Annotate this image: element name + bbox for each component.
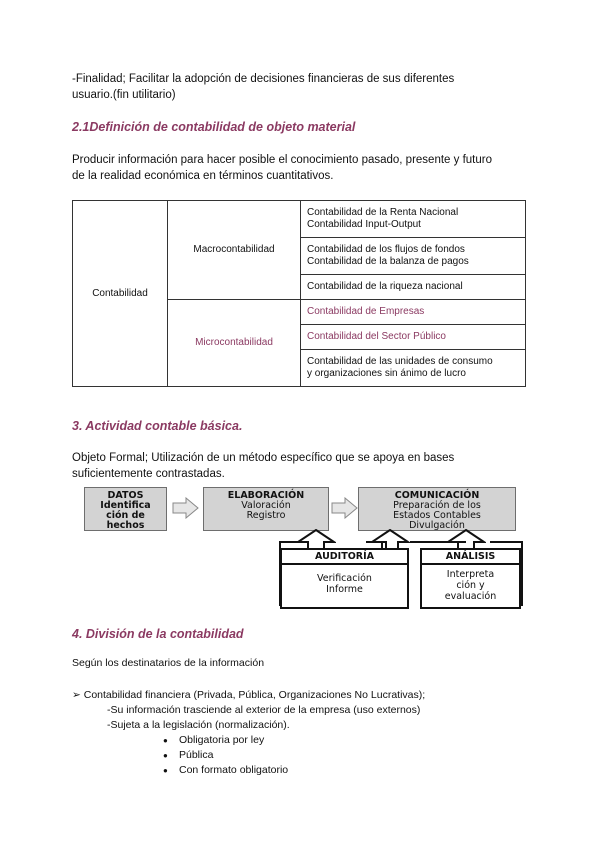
comunicacion-line-2: Estados Contables	[393, 510, 481, 521]
auditoria-line-1: Verificación	[317, 573, 372, 584]
section-3-line-1: Objeto Formal; Utilización de un método específico que se apoya en bases	[72, 452, 455, 464]
analisis-line-2: ción y	[456, 580, 485, 591]
list-item	[72, 688, 425, 703]
table-row	[301, 275, 526, 300]
macro-item-0-a: Contabilidad de la Renta Nacional	[307, 207, 459, 218]
arrow-bullet-icon: ➢	[72, 689, 81, 701]
section-2-1-line-2: de la realidad económica en términos cuantitativos.	[72, 170, 334, 182]
table-row	[301, 201, 526, 238]
bullet-item-formato: ● Con formato obligatorio	[163, 763, 288, 778]
elaboracion-line-1: Valoración	[241, 500, 291, 511]
datos-line-3: hechos	[106, 520, 145, 531]
table-row	[301, 350, 526, 387]
auditoria-line-2: Informe	[326, 584, 363, 595]
comunicacion-line-1: Preparación de los	[393, 500, 481, 511]
elaboracion-title: ELABORACIÓN	[227, 490, 305, 501]
comunicacion-title: COMUNICACIÓN	[394, 490, 480, 501]
auditoria-box	[280, 548, 409, 609]
bullet-list	[163, 733, 288, 778]
section-2-1-line-1: Producir información para hacer posible el conocimiento pasado, presente y futuro	[72, 154, 492, 166]
macro-item-1-b: Contabilidad de la balanza de pagos	[307, 256, 469, 267]
section-3-heading: 3. Actividad contable básica.	[72, 419, 243, 433]
sub-item-1: -Su información trasciende al exterior de la empresa (uso externos)	[107, 704, 421, 716]
section-2-1-heading: 2.1Definición de contabilidad de objeto material	[72, 120, 356, 134]
table-row	[301, 325, 526, 350]
list-item-text: Contabilidad financiera (Privada, Pública, Organizaciones No Lucrativas);	[83, 689, 426, 701]
elaboracion-line-2: Registro	[246, 510, 286, 521]
accounting-classification-table	[72, 200, 526, 387]
analisis-title: ANÁLISIS	[422, 550, 519, 565]
comunicacion-box	[358, 487, 516, 531]
micro-cell: Microcontabilidad	[168, 300, 301, 387]
intro-paragraph	[72, 71, 454, 103]
arrow-right-icon	[331, 497, 359, 519]
intro-line-2: usuario.(fin utilitario)	[72, 89, 176, 101]
intro-line-1: -Finalidad; Facilitar la adopción de decisiones financieras de sus diferentes	[72, 73, 455, 85]
sub-item-2: -Sujeta a la legislación (normalización).	[107, 719, 290, 731]
micro-item-0-a: Contabilidad de Empresas	[307, 306, 425, 317]
analisis-box	[420, 548, 521, 609]
elaboracion-box	[203, 487, 329, 531]
section-2-1-paragraph	[72, 152, 492, 184]
macro-item-0-b: Contabilidad Input-Output	[307, 219, 421, 230]
comunicacion-line-3: Divulgación	[409, 520, 465, 531]
macro-cell: Macrocontabilidad	[168, 201, 301, 300]
datos-box	[84, 487, 167, 531]
analisis-line-3: evaluación	[444, 591, 497, 602]
table-root-cell: Contabilidad	[73, 201, 168, 387]
bullet-item-obligatoria: ● Obligatoria por ley	[163, 733, 288, 748]
datos-line-2: ción de	[106, 510, 145, 521]
table-row	[301, 238, 526, 275]
arrow-right-icon	[172, 497, 200, 519]
macro-item-1-a: Contabilidad de los flujos de fondos	[307, 244, 465, 255]
analisis-line-1: Interpreta	[446, 569, 495, 580]
micro-item-1-a: Contabilidad del Sector Público	[307, 331, 446, 342]
section-3-line-2: suficientemente contrastadas.	[72, 468, 225, 480]
section-4-subtitle: Según los destinatarios de la información	[72, 657, 265, 669]
section-3-paragraph	[72, 450, 454, 482]
section-4-heading: 4. División de la contabilidad	[72, 627, 244, 641]
macro-item-2-a: Contabilidad de la riqueza nacional	[307, 281, 463, 292]
bullet-item-publica: ● Pública	[163, 748, 288, 763]
micro-item-2-b: y organizaciones sin ánimo de lucro	[307, 368, 466, 379]
micro-item-2-a: Contabilidad de las unidades de consumo	[307, 356, 493, 367]
datos-line-1: Identifica	[100, 500, 151, 511]
datos-title: DATOS	[107, 490, 144, 501]
auditoria-title: AUDITORÍA	[282, 550, 407, 565]
table-row	[301, 300, 526, 325]
